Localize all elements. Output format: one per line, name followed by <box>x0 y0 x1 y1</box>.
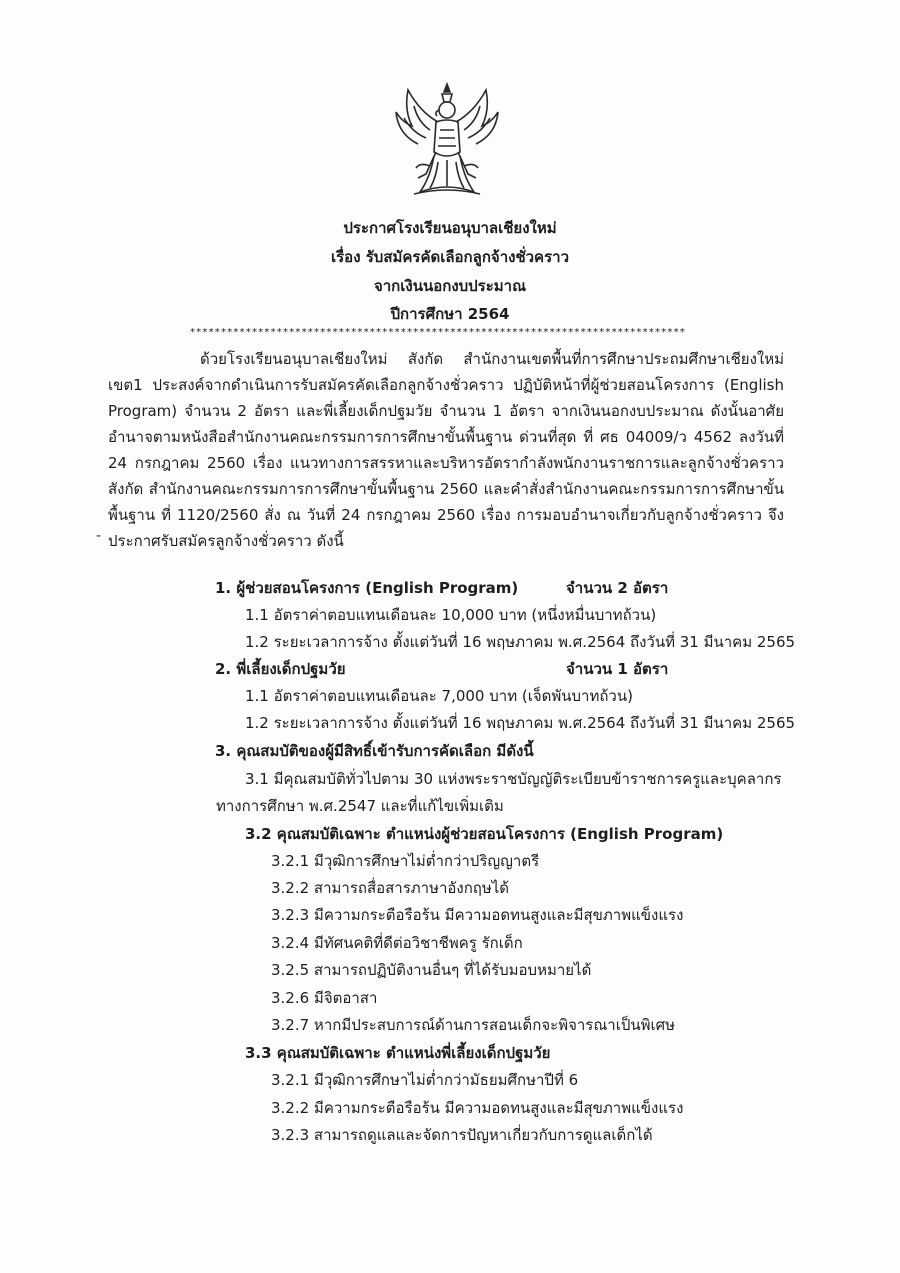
list-item: 3.2.4 มีทัศนคติที่ดีต่อวิชาชีพครู รักเด็ก <box>271 934 523 952</box>
section-3-1-line-1: 3.1 มีคุณสมบัติทั่วไปตาม 30 แห่งพระราชบัญญัติระเบียบข้าราชการครูและบุคลากร <box>245 770 782 788</box>
intro-text: ด้วยโรงเรียนอนุบาลเชียงใหม่ สังกัด สำนักงานเขตพื้นที่การศึกษาประถมศึกษาเชียงใหม่ เขต1 ประสงค์จากดำเนินการรับสมัครคัดเลือกลูกจ้างชั่วคราว ปฏิบัติหน้าที่ผู้ช่วยสอนโครงการ (English Program) จำนวน 2 อัตรา และพี่เลี้ยงเด็กปฐมวัย จำนวน 1 อัตรา จากเงินนอกงบประมาณ ดังนั้นอาศัยอำนาจตามหนังสือสำนักงานคณะกรรมการการศึกษาขั้นพื้นฐาน ด่วนที่สุด ที่ ศธ 04009/ว 4562 ลงวันที่ 24 กรกฎาคม 2560 เรื่อง แนวทางการสรรหาและบริหารอัตรากำลังพนักงานราชการและลูกจ้างชั่วคราว สังกัด สำนักงานคณะกรรมการการศึกษาขั้นพื้นฐาน 2560 และคำสั่งสำนักงานคณะกรรมการการศึกษาขั้นพื้นฐาน ที่ 1120/2560 สั่ง ณ วันที่ 24 กรกฎาคม 2560 เรื่อง การมอบอำนาจเกี่ยวกับลูกจ้างชั่วคราว จึงประกาศรับสมัครลูกจ้างชั่วคราว ดังนี้ <box>108 350 784 550</box>
section-2-count: จำนวน 1 อัตรา <box>566 660 669 678</box>
intro-paragraph <box>108 346 784 554</box>
list-item: 3.2.2 มีความกระตือรือร้น มีความอดทนสูงและมีสุขภาพแข็งแรง <box>271 1099 684 1117</box>
list-item: 3.2.1 มีวุฒิการศึกษาไม่ต่ำกว่าปริญญาตรี <box>271 852 540 870</box>
title-line-1: ประกาศโรงเรียนอนุบาลเชียงใหม่ <box>343 219 557 237</box>
title-line-4: ปีการศึกษา 2564 <box>390 305 510 323</box>
section-3-title: 3. คุณสมบัติของผู้มีสิทธิ์เข้ารับการคัดเลือก มีดังนี้ <box>215 742 534 760</box>
list-item: 3.2.6 มีจิตอาสา <box>271 989 378 1007</box>
list-item: 3.2.3 สามารถดูแลและจัดการปัญหาเกี่ยวกับการดูแลเด็กได้ <box>271 1126 653 1144</box>
list-item: 3.2.7 หากมีประสบการณ์ด้านการสอนเด็กจะพิจารณาเป็นพิเศษ <box>271 1016 676 1034</box>
section-2-title: 2. พี่เลี้ยงเด็กปฐมวัย <box>215 660 346 678</box>
section-3-3-title: 3.3 คุณสมบัติเฉพาะ ตำแหน่งพี่เลี้ยงเด็กปฐมวัย <box>245 1044 551 1062</box>
list-item: 3.2.2 สามารถสื่อสารภาษาอังกฤษได้ <box>271 879 510 897</box>
margin-mark: - <box>96 528 102 544</box>
section-1-item-2: 1.2 ระยะเวลาการจ้าง ตั้งแต่วันที่ 16 พฤษภาคม พ.ศ.2564 ถึงวันที่ 31 มีนาคม 2565 <box>245 633 796 651</box>
divider-stars: ******************************************************************************** <box>190 327 686 338</box>
section-3-1-line-2: ทางการศึกษา พ.ศ.2547 และที่แก้ไขเพิ่มเติม <box>216 797 504 815</box>
title-line-2: เรื่อง รับสมัครคัดเลือกลูกจ้างชั่วคราว <box>331 248 569 266</box>
title-line-3: จากเงินนอกงบประมาณ <box>373 277 527 295</box>
section-2-item-1: 1.1 อัตราค่าตอบแทนเดือนละ 7,000 บาท (เจ็ดพันบาทถ้วน) <box>245 687 633 705</box>
section-1-item-1: 1.1 อัตราค่าตอบแทนเดือนละ 10,000 บาท (หนึ่งหมื่นบาทถ้วน) <box>245 606 657 624</box>
section-2-item-2: 1.2 ระยะเวลาการจ้าง ตั้งแต่วันที่ 16 พฤษภาคม พ.ศ.2564 ถึงวันที่ 31 มีนาคม 2565 <box>245 714 796 732</box>
list-item: 3.2.3 มีความกระตือรือร้น มีความอดทนสูงและมีสุขภาพแข็งแรง <box>271 906 684 924</box>
section-1-count: จำนวน 2 อัตรา <box>566 579 669 597</box>
list-item: 3.2.5 สามารถปฏิบัติงานอื่นๆ ที่ได้รับมอบหมายได้ <box>271 961 592 979</box>
garuda-emblem-icon <box>390 82 505 200</box>
list-item: 3.2.1 มีวุฒิการศึกษาไม่ต่ำกว่ามัธยมศึกษาปีที่ 6 <box>271 1071 579 1089</box>
section-3-2-title: 3.2 คุณสมบัติเฉพาะ ตำแหน่งผู้ช่วยสอนโครงการ (English Program) <box>245 825 724 843</box>
section-1-title: 1. ผู้ช่วยสอนโครงการ (English Program) <box>215 579 519 597</box>
